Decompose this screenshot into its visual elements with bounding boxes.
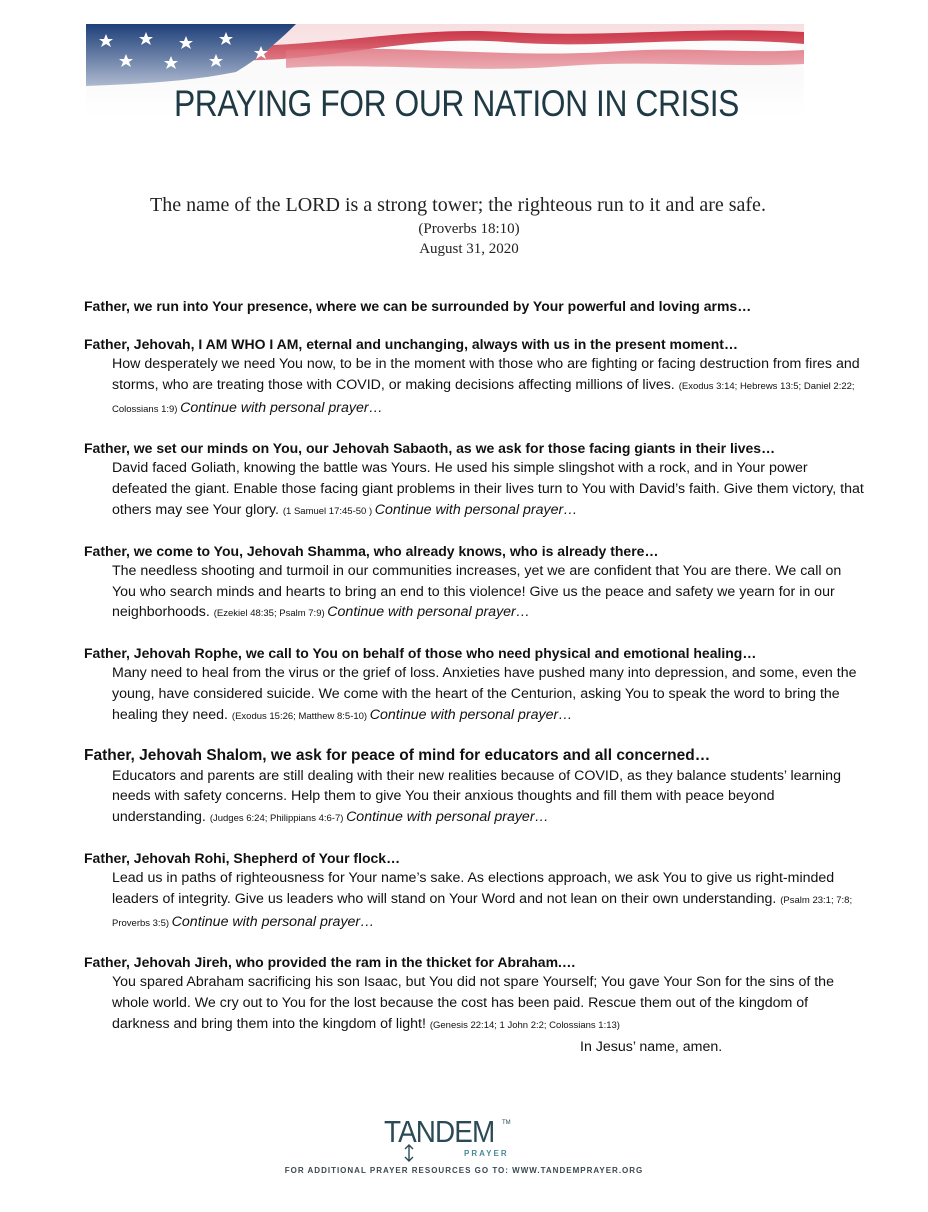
scripture-citation: (Exodus 3:14; Hebrews 13:5; Daniel 2:22; Colossians 1:9) (112, 380, 855, 415)
verse-reference: (Proverbs 18:10) (418, 221, 520, 237)
section-body: How desperately we need You now, to be in the moment with those who are fighting or facing destruction from fires and storms, who are treating those with COVID, or making decisions affecting millions of lives. (Exodus 3:14; Hebrews 13:5; Daniel 2:22; Colossians 1:9) Continue with personal prayer… (112, 356, 860, 416)
prayer-section (84, 438, 864, 522)
continue-prompt: Continue with personal prayer… (171, 913, 375, 930)
prayer-section (84, 746, 864, 830)
banner-title: PRAYING FOR OUR NATION IN CRISIS (174, 83, 739, 124)
section-body: Lead us in paths of righteousness for Your name’s sake. As elections approach, we ask You to give us right-minded leaders of integrity. Give us leaders who will stand on Your Word and not lean on their own understanding. (Psalm 23:1; 7:8; Proverbs 3:5) Continue with personal prayer… (112, 869, 853, 930)
section-heading: Father, we set our minds on You, our Jehovah Sabaoth, as we ask for those facing giants in their lives… (84, 440, 776, 457)
section-heading: Father, Jehovah, I AM WHO I AM, eternal and unchanging, always with us in the present moment… (84, 336, 738, 352)
section-body: Educators and parents are still dealing with their new realities because of COVID, as they balance students’ learning needs with safety concerns. Help them to give You their anxious thoughts and fill them with peace beyond understanding. (Judges 6:24; Philippians 4:6-7) Continue with personal prayer… (112, 767, 841, 826)
section-body: You spared Abraham sacrificing his son Isaac, but You did not spare Yourself; You gave Your Son for the sins of the whole world. We cry out to You for the lost because the cost has been paid. Rescue them out of the kingdom of darkness and bring them into the kingdom of light! (Genesis 22:14; 1 John 2:2; Colossians 1:13) (112, 974, 834, 1032)
section-heading: Father, Jehovah Rophe, we call to You on behalf of those who need physical and emotional healing… (84, 645, 757, 662)
prayer-content (84, 296, 864, 1057)
prayer-section (84, 541, 864, 625)
scripture-citation: (Psalm 23:1; 7:8; Proverbs 3:5) (112, 894, 853, 929)
scripture-citation: (Exodus 15:26; Matthew 8:5-10) (231, 710, 370, 722)
closing-line: In Jesus’ name, amen. (580, 1038, 723, 1055)
scripture-citation: (Ezekiel 48:35; Psalm 7:9) (213, 608, 328, 620)
continue-prompt: Continue with personal prayer… (346, 809, 549, 826)
tandem-logo (384, 1114, 514, 1164)
scripture-citation: (Genesis 22:14; 1 John 2:2; Colossians 1:13) (429, 1019, 620, 1031)
verse-text: The name of the LORD is a strong tower; the righteous run to it and are safe. (150, 194, 766, 216)
footer-resources: FOR ADDITIONAL PRAYER RESOURCES GO TO: WWW.TANDEMPRAYER.ORG (284, 1166, 644, 1175)
section-heading: Father, Jehovah Rohi, Shepherd of Your flock… (84, 849, 401, 866)
logo-wordmark: TANDEM (384, 1114, 495, 1149)
logo-subtitle: PRAYER (464, 1149, 509, 1158)
continue-prompt: Continue with personal prayer… (327, 604, 530, 621)
opening-line: Father, we run into Your presence, where we can be surrounded by Your powerful and loving arms… (84, 298, 752, 314)
section-heading: Father, Jehovah Jireh, who provided the ram in the thicket for Abraham.… (84, 954, 576, 971)
prayer-section (84, 848, 864, 934)
section-heading: Father, Jehovah Shalom, we ask for peace of mind for educators and all concerned… (84, 746, 711, 764)
continue-prompt: Continue with personal prayer… (369, 706, 573, 723)
continue-prompt: Continue with personal prayer… (374, 501, 578, 518)
section-body: Many need to heal from the virus or the grief of loss. Anxieties have pushed many into depression, and some, even the young, have considered suicide. We come with the heart of the Centurion, asking You to speak the word to bring the healing they need. (Exodus 15:26; Matthew 8:5-10) Continue with personal prayer… (112, 665, 857, 723)
up-down-arrow-icon (402, 1144, 416, 1162)
prayer-date: August 31, 2020 (419, 241, 519, 257)
prayer-section (84, 334, 864, 420)
logo-trademark: TM (502, 1120, 511, 1126)
prayer-section (84, 952, 864, 1036)
prayer-section (84, 643, 864, 727)
scripture-citation: (1 Samuel 17:45-50 ) (282, 505, 375, 517)
header-banner (86, 24, 804, 128)
section-heading: Father, we come to You, Jehovah Shamma, who already knows, who is already there… (84, 542, 659, 559)
continue-prompt: Continue with personal prayer… (180, 399, 383, 416)
scripture-citation: (Judges 6:24; Philippians 4:6-7) (209, 813, 347, 825)
section-body: The needless shooting and turmoil in our communities increases, yet we are confident that You are there. We call on You who search minds and hearts to bring an end to this violence! Give us the peace and safety we yearn for in our neighborhoods. (Ezekiel 48:35; Psalm 7:9) Continue with personal prayer… (112, 562, 842, 621)
section-body: David faced Goliath, knowing the battle was Yours. He used his simple slingshot with a rock, and in Your power defeated the giant. Enable those facing giant problems in their lives turn to You with David’s faith. Give them victory, that others may see Your glory. (1 Samuel 17:45-50 ) Continue with personal prayer… (112, 460, 864, 518)
